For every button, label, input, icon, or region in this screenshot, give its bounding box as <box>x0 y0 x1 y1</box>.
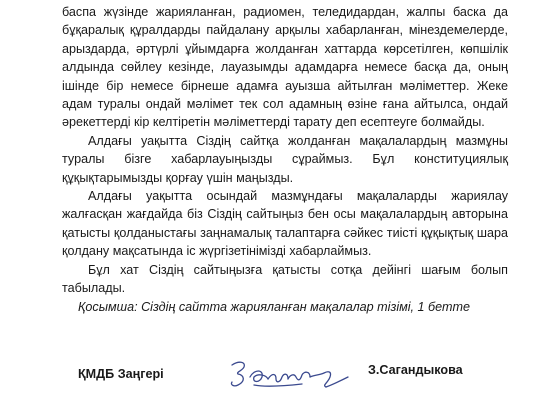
signatory-name: З.Сагандыкова <box>368 363 463 377</box>
paragraph-request: Алдағы уақытта Сіздің сайтқа жолданған мақалалардың мазмұны туралы бізге хабарлауыңызды сұраймыз. Бұл конституциялық құқықтарымызды қорғау үшін маңызды. <box>62 133 508 185</box>
paragraph-claim: Бұл хат Сіздің сайтыңызға қатысты сотқа дейінгі шағым болып табылады. <box>62 262 508 296</box>
handwritten-signature <box>224 355 354 395</box>
paragraph-warning: Алдағы уақытта осындай мазмұндағы мақалаларды жариялау жалғасқан жағдайда біз Сіздің сайтыңыз бен осы мақалалардың авторына қатысты қолданыстағы заңнамалық талаптарға сәйкес тиісті құқықтық шара қолдану мақсатында іс жүргізетініміздi хабарлаймыз. <box>62 189 508 259</box>
signatory-title: ҚМДБ Заңгері <box>78 367 164 381</box>
appendix-note: Қосымша: Сіздің сайтта жарияланған мақалалар тізімі, 1 бетте <box>78 300 470 314</box>
paragraph-continuation: баспа жүзінде жарияланған, радиомен, теледидардан, жалпы баска да бұқаралық құралдарды пайдалану арқылы хабарланған, мінездемелерде, арыздарда, әртүрлі ұйымдарға жолданған хаттарда көрсетілген, көпшілік алдында сөйлеу кезінде, лауазымды адамдарға немесе басқа да, оның ішінде бір немесе бірнеше адамға ауызша айтылған мәліметтер. Жеке адам туралы ондай мәлімет тек сол адамның өзіне ғана айтылса, ондай әрекеттерді кір келтіретін мәліметтерді тарату деп есептеуге болмайды. <box>62 5 508 130</box>
signature-block <box>0 355 543 395</box>
letter-body <box>62 3 508 298</box>
